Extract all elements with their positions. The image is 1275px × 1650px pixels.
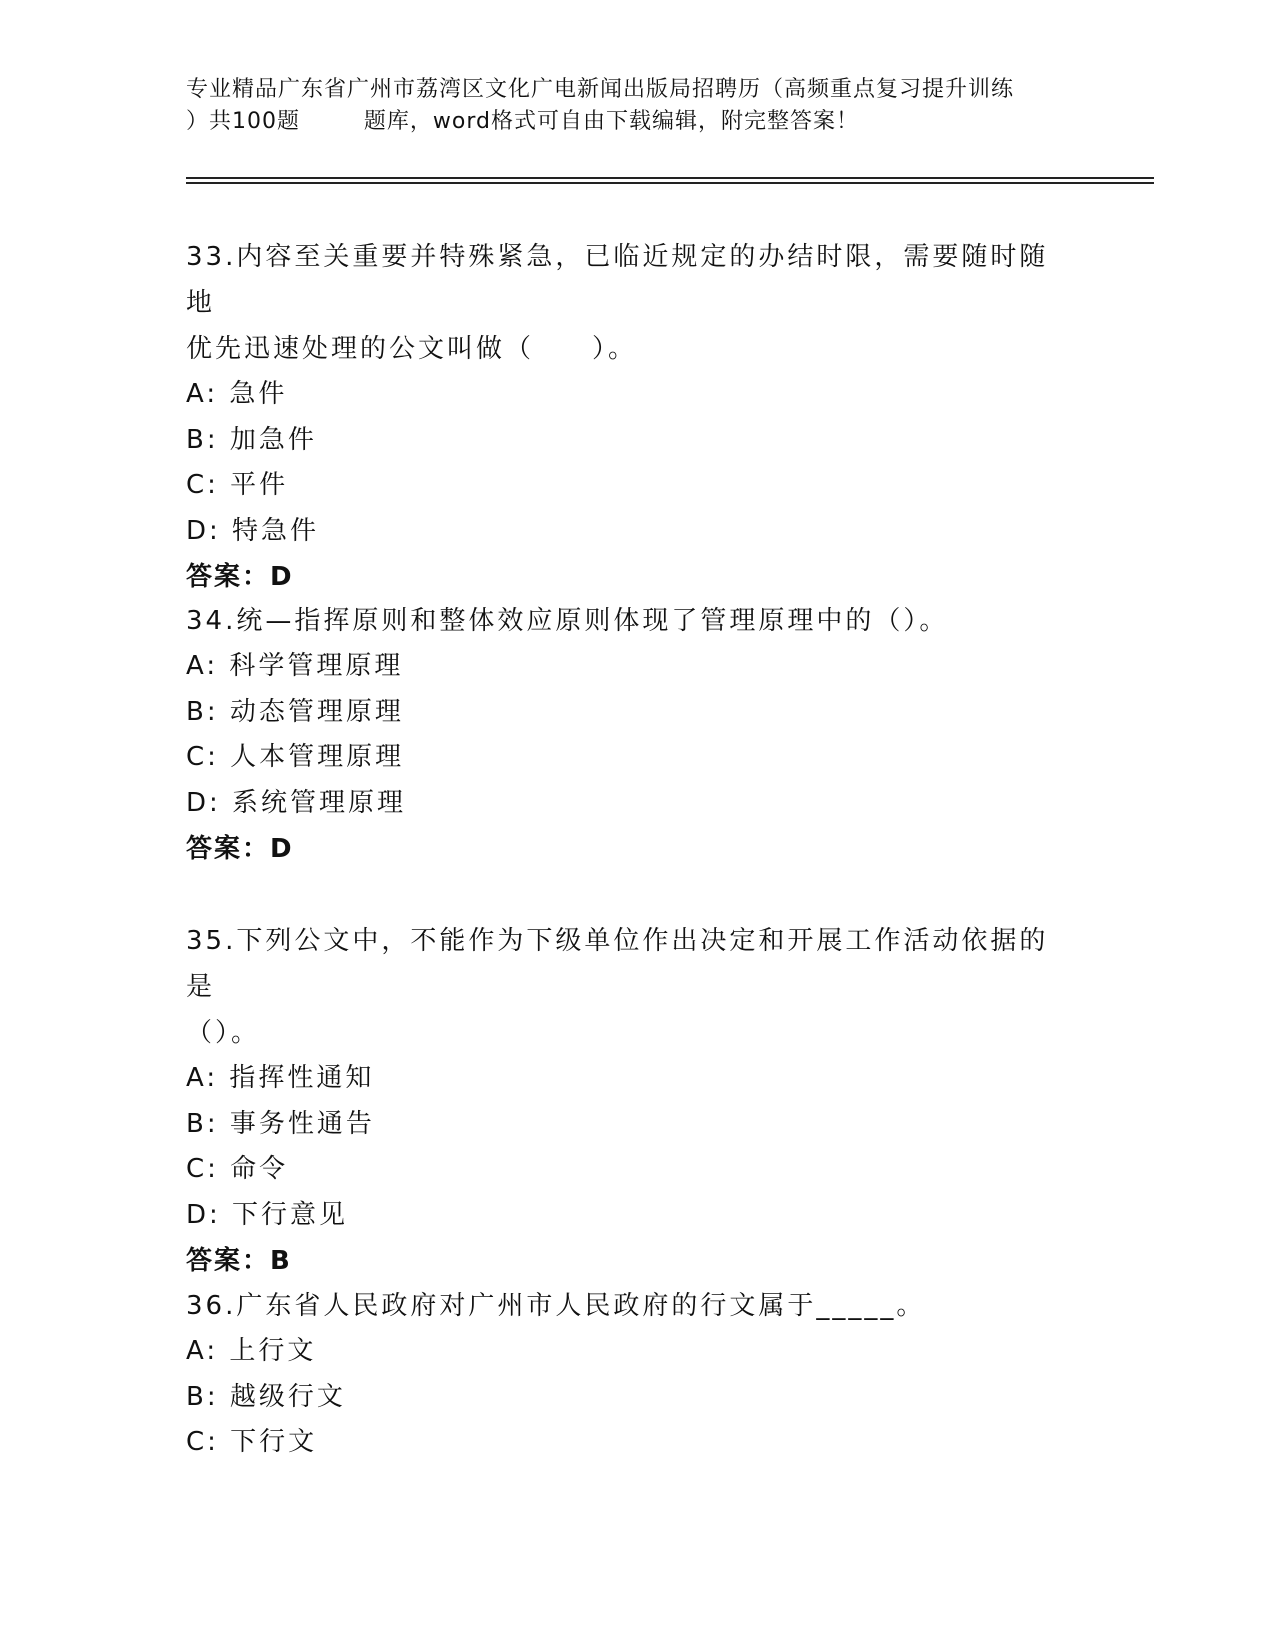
header-title-line1: 专业精品广东省广州市荔湾区文化广电新闻出版局招聘历（高频重点复习提升训练 (186, 77, 1015, 102)
option-a: A: 上行文 (186, 1336, 317, 1366)
answer-label: 答案：B (186, 1246, 292, 1276)
question-stem: 33.内容至关重要并特殊紧急，已临近规定的办结时限，需要随时随地 (186, 242, 1049, 318)
question-stem-continued: 优先迅速处理的公文叫做（ ）。 (186, 334, 638, 364)
option-b: B: 越级行文 (186, 1381, 346, 1412)
option-a: A: 科学管理原理 (186, 651, 404, 681)
option-a: A: 指挥性通知 (186, 1063, 375, 1093)
answer-label: 答案：D (186, 834, 294, 864)
header-divider-bottom (186, 182, 1154, 184)
question-stem: 34.统—指挥原则和整体效应原则体现了管理原理中的（）。 (186, 606, 949, 636)
header-divider-top (186, 177, 1154, 179)
option-b: B: 动态管理原理 (186, 696, 404, 727)
option-c: C: 命令 (186, 1154, 289, 1184)
question-36 (186, 1283, 1076, 1466)
question-stem: 35.下列公文中，不能作为下级单位作出决定和开展工作活动依据的是 (186, 926, 1049, 1002)
option-c: C: 下行文 (186, 1427, 318, 1457)
option-d: D: 特急件 (186, 515, 320, 546)
question-33 (186, 234, 1076, 600)
option-c: C: 人本管理原理 (186, 742, 405, 772)
option-a: A: 急件 (186, 379, 288, 409)
option-d: D: 系统管理原理 (186, 787, 407, 818)
question-34 (186, 598, 1076, 872)
option-d: D: 下行意见 (186, 1199, 349, 1230)
option-b: B: 加急件 (186, 424, 317, 455)
answer-label: 答案：D (186, 562, 294, 592)
option-c: C: 平件 (186, 470, 289, 500)
question-stem: 36.广东省人民政府对广州市人民政府的行文属于_____。 (186, 1291, 926, 1321)
option-b: B: 事务性通告 (186, 1108, 375, 1139)
question-35 (186, 918, 1076, 1284)
header-title-line2: ）共100题 题库，word格式可自由下载编辑，附完整答案！ (186, 109, 860, 134)
question-stem-continued: （）。 (186, 1018, 261, 1048)
document-header (186, 74, 1156, 138)
